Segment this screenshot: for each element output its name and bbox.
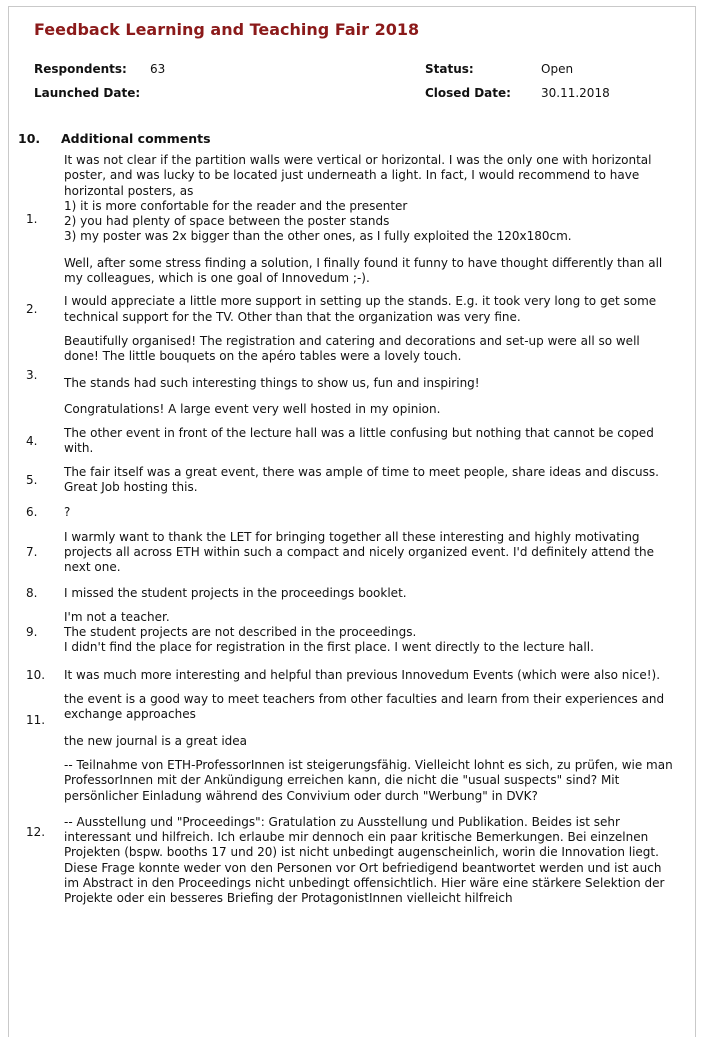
- response-text: [64, 334, 674, 417]
- response-row: [0, 692, 703, 749]
- response-paragraph: the new journal is a great idea: [64, 733, 248, 748]
- respondents-value: 63: [150, 62, 166, 76]
- question-title: Additional comments: [61, 131, 211, 146]
- response-paragraph: ?: [64, 505, 71, 520]
- response-row: [0, 758, 703, 907]
- response-text: [64, 692, 674, 749]
- response-number: 9.: [26, 624, 38, 639]
- response-paragraph: -- Teilnahme von ETH-ProfessorInnen ist steigerungsfähig. Vielleicht lohnt es sich, zu prüfen, wie man ProfessorInnen mit der Ankündigung erreichen kann, die nicht die "usual suspects" sind? Mit persönlicher Einladung während des Convivium oder durch "Werbung" in DVK?: [64, 757, 673, 803]
- response-number: 6.: [26, 505, 38, 520]
- response-row: [0, 334, 703, 417]
- response-number: 10.: [26, 667, 46, 682]
- status-value: Open: [541, 62, 574, 76]
- response-paragraph: It was not clear if the partition walls were vertical or horizontal. I was the only one with horizontal poster, and was lucky to be located just underneath a light. In fact, I would recommend to have horizontal posters, as: [64, 153, 652, 198]
- response-row: [0, 586, 703, 601]
- response-paragraph: I didn't find the place for registration in the first place. I went directly to the lecture hall.: [64, 640, 594, 655]
- response-paragraph: I missed the student projects in the proceedings booklet.: [64, 585, 407, 600]
- responses-list: [0, 153, 703, 907]
- response-paragraph: I would appreciate a little more support in setting up the stands. E.g. it took very long to get some technical support for the TV. Other than that the organization was very fine.: [64, 294, 657, 324]
- response-row: [0, 505, 703, 520]
- paragraph-spacer: [64, 804, 674, 815]
- response-paragraph: The stands had such interesting things to show us, fun and inspiring!: [64, 375, 480, 390]
- response-paragraph: The fair itself was a great event, there was ample of time to meet people, share ideas and discuss. Great Job hosting this.: [64, 464, 659, 495]
- response-paragraph: Congratulations! A large event very well hosted in my opinion.: [64, 401, 441, 416]
- paragraph-spacer: [64, 723, 674, 734]
- status-label: Status:: [425, 62, 474, 76]
- response-paragraph: The other event in front of the lecture hall was a little confusing but nothing that cannot be coped with.: [64, 426, 654, 456]
- response-number: 1.: [26, 212, 38, 226]
- launched-date-label: Launched Date:: [34, 86, 141, 100]
- response-number: 2.: [26, 302, 38, 317]
- closed-date-label: Closed Date:: [425, 86, 511, 100]
- response-number: 8.: [26, 585, 38, 600]
- response-text: [64, 610, 674, 656]
- response-number: 7.: [26, 544, 38, 559]
- response-text: [64, 505, 674, 520]
- page-title: Feedback Learning and Teaching Fair 2018: [34, 20, 420, 39]
- paragraph-spacer: [64, 391, 674, 402]
- response-row: [0, 465, 703, 496]
- response-number: 12.: [26, 824, 46, 839]
- response-paragraph: I'm not a teacher.: [64, 609, 170, 624]
- response-paragraph: It was much more interesting and helpful than previous Innovedum Events (which were also nice!).: [64, 667, 661, 682]
- response-row: [0, 426, 703, 457]
- respondents-label: Respondents:: [34, 62, 127, 76]
- response-paragraph: 1) it is more confortable for the reader and the presenter: [64, 198, 408, 213]
- response-text: [64, 586, 674, 601]
- response-text: [64, 294, 674, 325]
- response-number: 11.: [26, 713, 46, 728]
- response-paragraph: Beautifully organised! The registration and catering and decorations and set-up were all so well done! The little bouquets on the apéro tables were a lovely touch.: [64, 333, 640, 364]
- response-paragraph: the event is a good way to meet teachers from other faculties and learn from their experiences and exchange approaches: [64, 692, 665, 722]
- paragraph-spacer: [64, 365, 674, 376]
- response-text: [64, 153, 674, 286]
- closed-date-value: 30.11.2018: [541, 86, 610, 100]
- response-row: [0, 294, 703, 325]
- response-text: [64, 530, 674, 576]
- response-row: [0, 668, 703, 683]
- response-paragraph: The student projects are not described in the proceedings.: [64, 625, 417, 640]
- response-paragraph: -- Ausstellung und "Proceedings": Gratulation zu Ausstellung und Publikation. Beides ist sehr interessant und hilfreich. Ich erlaube mir dennoch ein paar kritische Bemerkungen. Bei einzelnen Projekten (bspw. booths 17 und 20) ist nicht unbedingt augenscheinlich, worin die Innovation liegt. Diese Frage konnte weder von den Personen vor Ort befriedigend beantwortet werden und ist auch im Abstract in den Proceedings nicht unbedingt offensichtlich. Hier wäre eine stärkere Selektion der Projekte oder ein besseres Briefing der ProtagonistInnen vielleicht hilfreich: [64, 814, 665, 906]
- response-number: 3.: [26, 367, 38, 382]
- response-row: [0, 610, 703, 656]
- response-paragraph: 3) my poster was 2x bigger than the other ones, as I fully exploited the 120x180cm.: [64, 229, 572, 244]
- response-text: [64, 758, 674, 907]
- response-row: [0, 153, 703, 286]
- response-text: [64, 465, 674, 496]
- question-number: 10.: [18, 131, 41, 146]
- response-paragraph: Well, after some stress finding a solution, I finally found it funny to have thought differently than all my colleagues, which is one goal of Innovedum ;-).: [64, 255, 663, 286]
- response-number: 5.: [26, 472, 38, 487]
- response-text: [64, 668, 674, 683]
- response-text: [64, 426, 674, 457]
- response-number: 4.: [26, 434, 38, 449]
- response-paragraph: I warmly want to thank the LET for bringing together all these interesting and highly motivating projects all across ETH within such a compact and nicely organized event. I'd definitely attend the next one.: [64, 529, 654, 575]
- response-row: [0, 530, 703, 576]
- response-paragraph: 2) you had plenty of space between the poster stands: [64, 214, 390, 229]
- paragraph-spacer: [64, 245, 674, 256]
